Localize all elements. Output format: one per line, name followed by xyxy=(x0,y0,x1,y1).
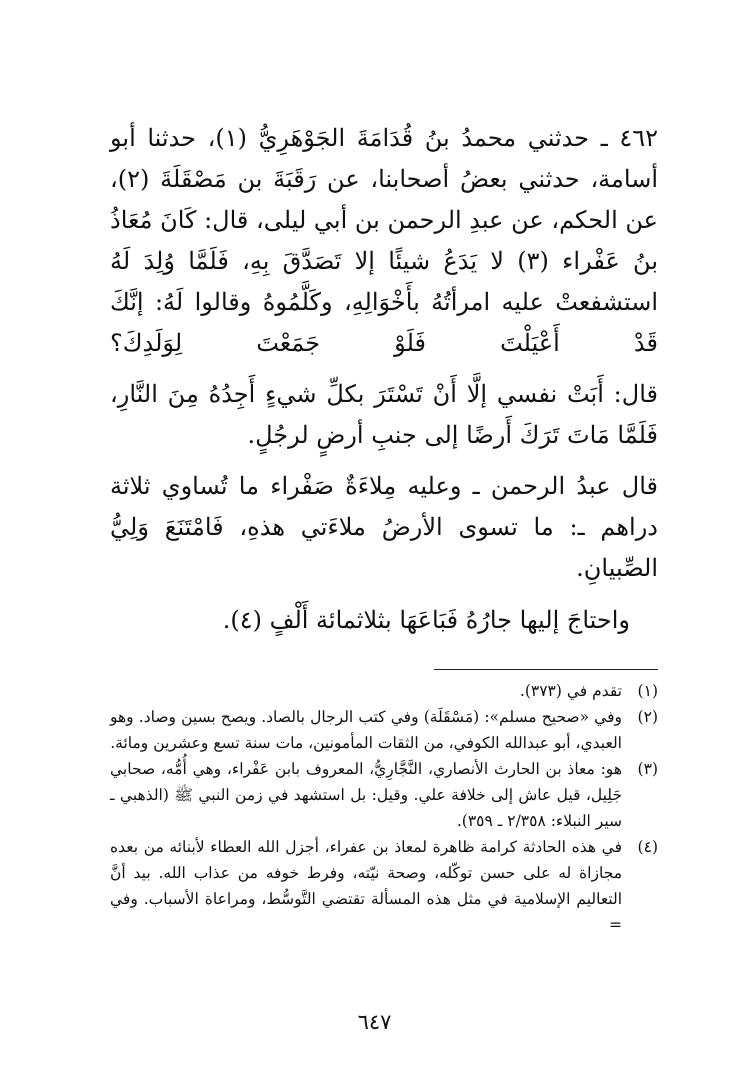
footnote-text: وفي «صحيح مسلم»: (مَسْقَلَة) وفي كتب الرجال بالصاد. ويصح بسين وصاد. وهو العبدي، أبو عبدالله الكوفي، من الثقات المأمونين، مات سنة تسع وعشرين ومائة. xyxy=(110,708,622,752)
hadith-paragraph-4: واحتاجَ إليها جارُهُ فَبَاعَهَا بثلاثمائة أَلْفٍ (٤). xyxy=(222,606,630,634)
hadith-paragraph-1: ٤٦٢ ـ حدثني محمدُ بنُ قُدَامَةَ الجَوْهَرِيُّ (١)، حدثنا أبو أسامة، حدثني بعضُ أصحابنا، عن رَقَبَةَ بن مَصْقَلَةَ (٢)، عن الحكم، عن عبدِ الرحمن بن أبي ليلى، قال: كَانَ مُعَاذُ بنُ عَفْراء (٣) لا يَدَعُ شيئًا إلا تَصَدَّقَ بِهِ، فَلَمَّا وُلِدَ لَهُ استشفعتْ عليه امرأتُهُ بأَخْوَالِهِ، وكَلَّمُوهُ وقالوا لَهُ: إنَّكَ قَدْ أَعْيَلْتَ فَلَوْ جَمَعْتَ لِوَلَدِكَ؟ xyxy=(110,124,659,357)
hadith-text-2 xyxy=(110,374,658,456)
footnote-3 xyxy=(110,756,658,834)
footnote-4 xyxy=(110,834,658,938)
hadith-text xyxy=(110,118,658,364)
footnotes xyxy=(110,678,658,938)
footnote-text: تقدم في (٣٧٣). xyxy=(519,682,622,700)
footnote-2 xyxy=(110,704,658,756)
footnote-text: في هذه الحادثة كرامة ظاهرة لمعاذ بن عفراء، أجزل الله العطاء لأبنائه من بعده مجازاة له على حسن توكّله، وصحة نيّته، وفرط خوفه من عذاب الله. بيد أنَّ التعاليم الإسلامية في مثل هذه المسألة تقتضي التَّوسُّط، ومراعاة الأسباب. وفي = xyxy=(110,838,622,934)
hadith-paragraph-2: قال: أَبَتْ نفسي إلَّا أَنْ تَسْتَرَ بكلِّ شيءٍ أَجِدُهُ مِنَ النَّارِ، فَلَمَّا مَاتَ تَرَكَ أَرضًا إلى جنبِ أرضٍ لرجُلٍ. xyxy=(110,380,658,449)
hadith-paragraph-3: قال عبدُ الرحمن ـ وعليه مِلاءَةٌ صَفْراء ما تُساوي ثلاثة دراهم ـ: ما تسوى الأرضُ ملاءَتي هذهِ، فَامْتَنَعَ وَلِيُّ الصِّبيانِ. xyxy=(110,472,659,582)
footnote-number: (٣) xyxy=(637,760,658,778)
footnote-text: هو: معاذ بن الحارث الأنصاري، النَّجَّارِيُّ، المعروف بابن عَفْراء، وهي أُمُّه، صحابي جَلِيل، قيل عاش إلى خلافة علي. وقيل: بل استشهد في زمن النبي ﷺ (الذهبي ـ سير النبلاء: ٢/٣٥٨ ـ ٣٥٩). xyxy=(110,760,622,830)
footnote-divider xyxy=(434,669,658,670)
hadith-text-3 xyxy=(110,466,658,589)
footnote-number: (٢) xyxy=(637,708,658,726)
footnote-1 xyxy=(110,678,658,704)
hadith-text-4 xyxy=(110,600,658,641)
page-number: ٦٤٧ xyxy=(357,1010,392,1034)
footnote-number: (١) xyxy=(637,682,658,700)
footnote-number: (٤) xyxy=(637,838,658,856)
